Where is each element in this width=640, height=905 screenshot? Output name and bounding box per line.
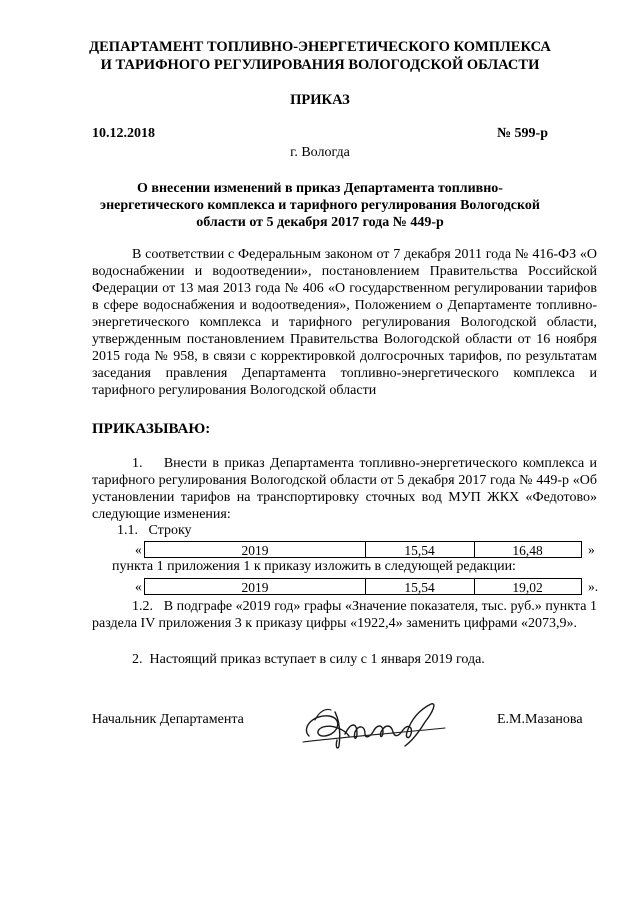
department-header	[60, 38, 580, 74]
document-number: № 599-р	[496, 126, 548, 141]
document-type: ПРИКАЗ	[290, 92, 350, 108]
close-quote: ».	[588, 579, 599, 594]
subject-line-2: энергетического комплекса и тарифного регулирования Вологодской	[100, 198, 540, 213]
preamble-paragraph: В соответствии с Федеральным законом от 7 декабря 2011 года № 416-ФЗ «О водоснабжении и водоотведении», постановлением Правительства Российской Федерации от 13 мая 2013 года № 406 «О государственном регулировании тарифов в сфере водоснабжения и водоотведения», Положением о Департаменте топливно-энергетического комплекса и тарифного регулирования Вологодской области, утвержденным постановлением Правительства Вологодской области от 16 ноября 2015 года № 958, в связи с корректировкой долгосрочных тарифов, по результатам заседания правления Департамента топливно-энергетического комплекса и тарифного регулирования Вологодской области	[92, 247, 597, 398]
table-new-value2-cell: 19,02	[474, 578, 582, 595]
department-line-1: ДЕПАРТАМЕНТ ТОПЛИВНО-ЭНЕРГЕТИЧЕСКОГО КОМПЛЕКСА	[89, 39, 551, 55]
close-quote: »	[588, 542, 595, 557]
middle-text: пункта 1 приложения 1 к приказу изложить в следующей редакции:	[112, 559, 516, 574]
document-date: 10.12.2018	[92, 126, 155, 141]
item-1-paragraph: 1. Внести в приказ Департамента топливно-энергетического комплекса и тарифного регулирования Вологодской области от 5 декабря 2017 года № 449-р «Об установлении тарифов на транспортировку сточных вод МУП ЖКХ «Федотово» следующие изменения:	[92, 456, 597, 522]
subject-line-1: О внесении изменений в приказ Департамента топливно-	[137, 181, 503, 196]
open-quote: «	[135, 579, 142, 594]
table-old-row	[92, 541, 602, 560]
table-new-row	[92, 578, 602, 597]
signature-name: Е.М.Мазанова	[497, 712, 583, 727]
department-line-2: И ТАРИФНОГО РЕГУЛИРОВАНИЯ ВОЛОГОДСКОЙ ОБЛАСТИ	[100, 57, 540, 73]
table-old-value2-cell: 16,48	[474, 541, 582, 558]
signature-position: Начальник Департамента	[92, 712, 244, 727]
item-1-2-paragraph: 1.2. В подграфе «2019 год» графы «Значение показателя, тыс. руб.» пункта 1 раздела IV приложения 3 к приказу цифры «1922,4» заменить цифрами «2073,9».	[92, 599, 597, 631]
table-new-year-cell: 2019	[144, 578, 366, 595]
item-1-1-label: 1.1. Строку	[117, 523, 192, 538]
document-subject	[95, 180, 545, 231]
table-old-value1-cell: 15,54	[365, 541, 475, 558]
table-new-value1-cell: 15,54	[365, 578, 475, 595]
document-city: г. Вологда	[290, 145, 350, 160]
handwritten-signature	[295, 690, 475, 756]
order-word: ПРИКАЗЫВАЮ:	[92, 421, 211, 437]
table-old-year-cell: 2019	[144, 541, 366, 558]
open-quote: «	[135, 542, 142, 557]
subject-line-3: области от 5 декабря 2017 года № 449-р	[196, 215, 444, 230]
item-2-paragraph: 2. Настоящий приказ вступает в силу с 1 января 2019 года.	[132, 652, 485, 667]
